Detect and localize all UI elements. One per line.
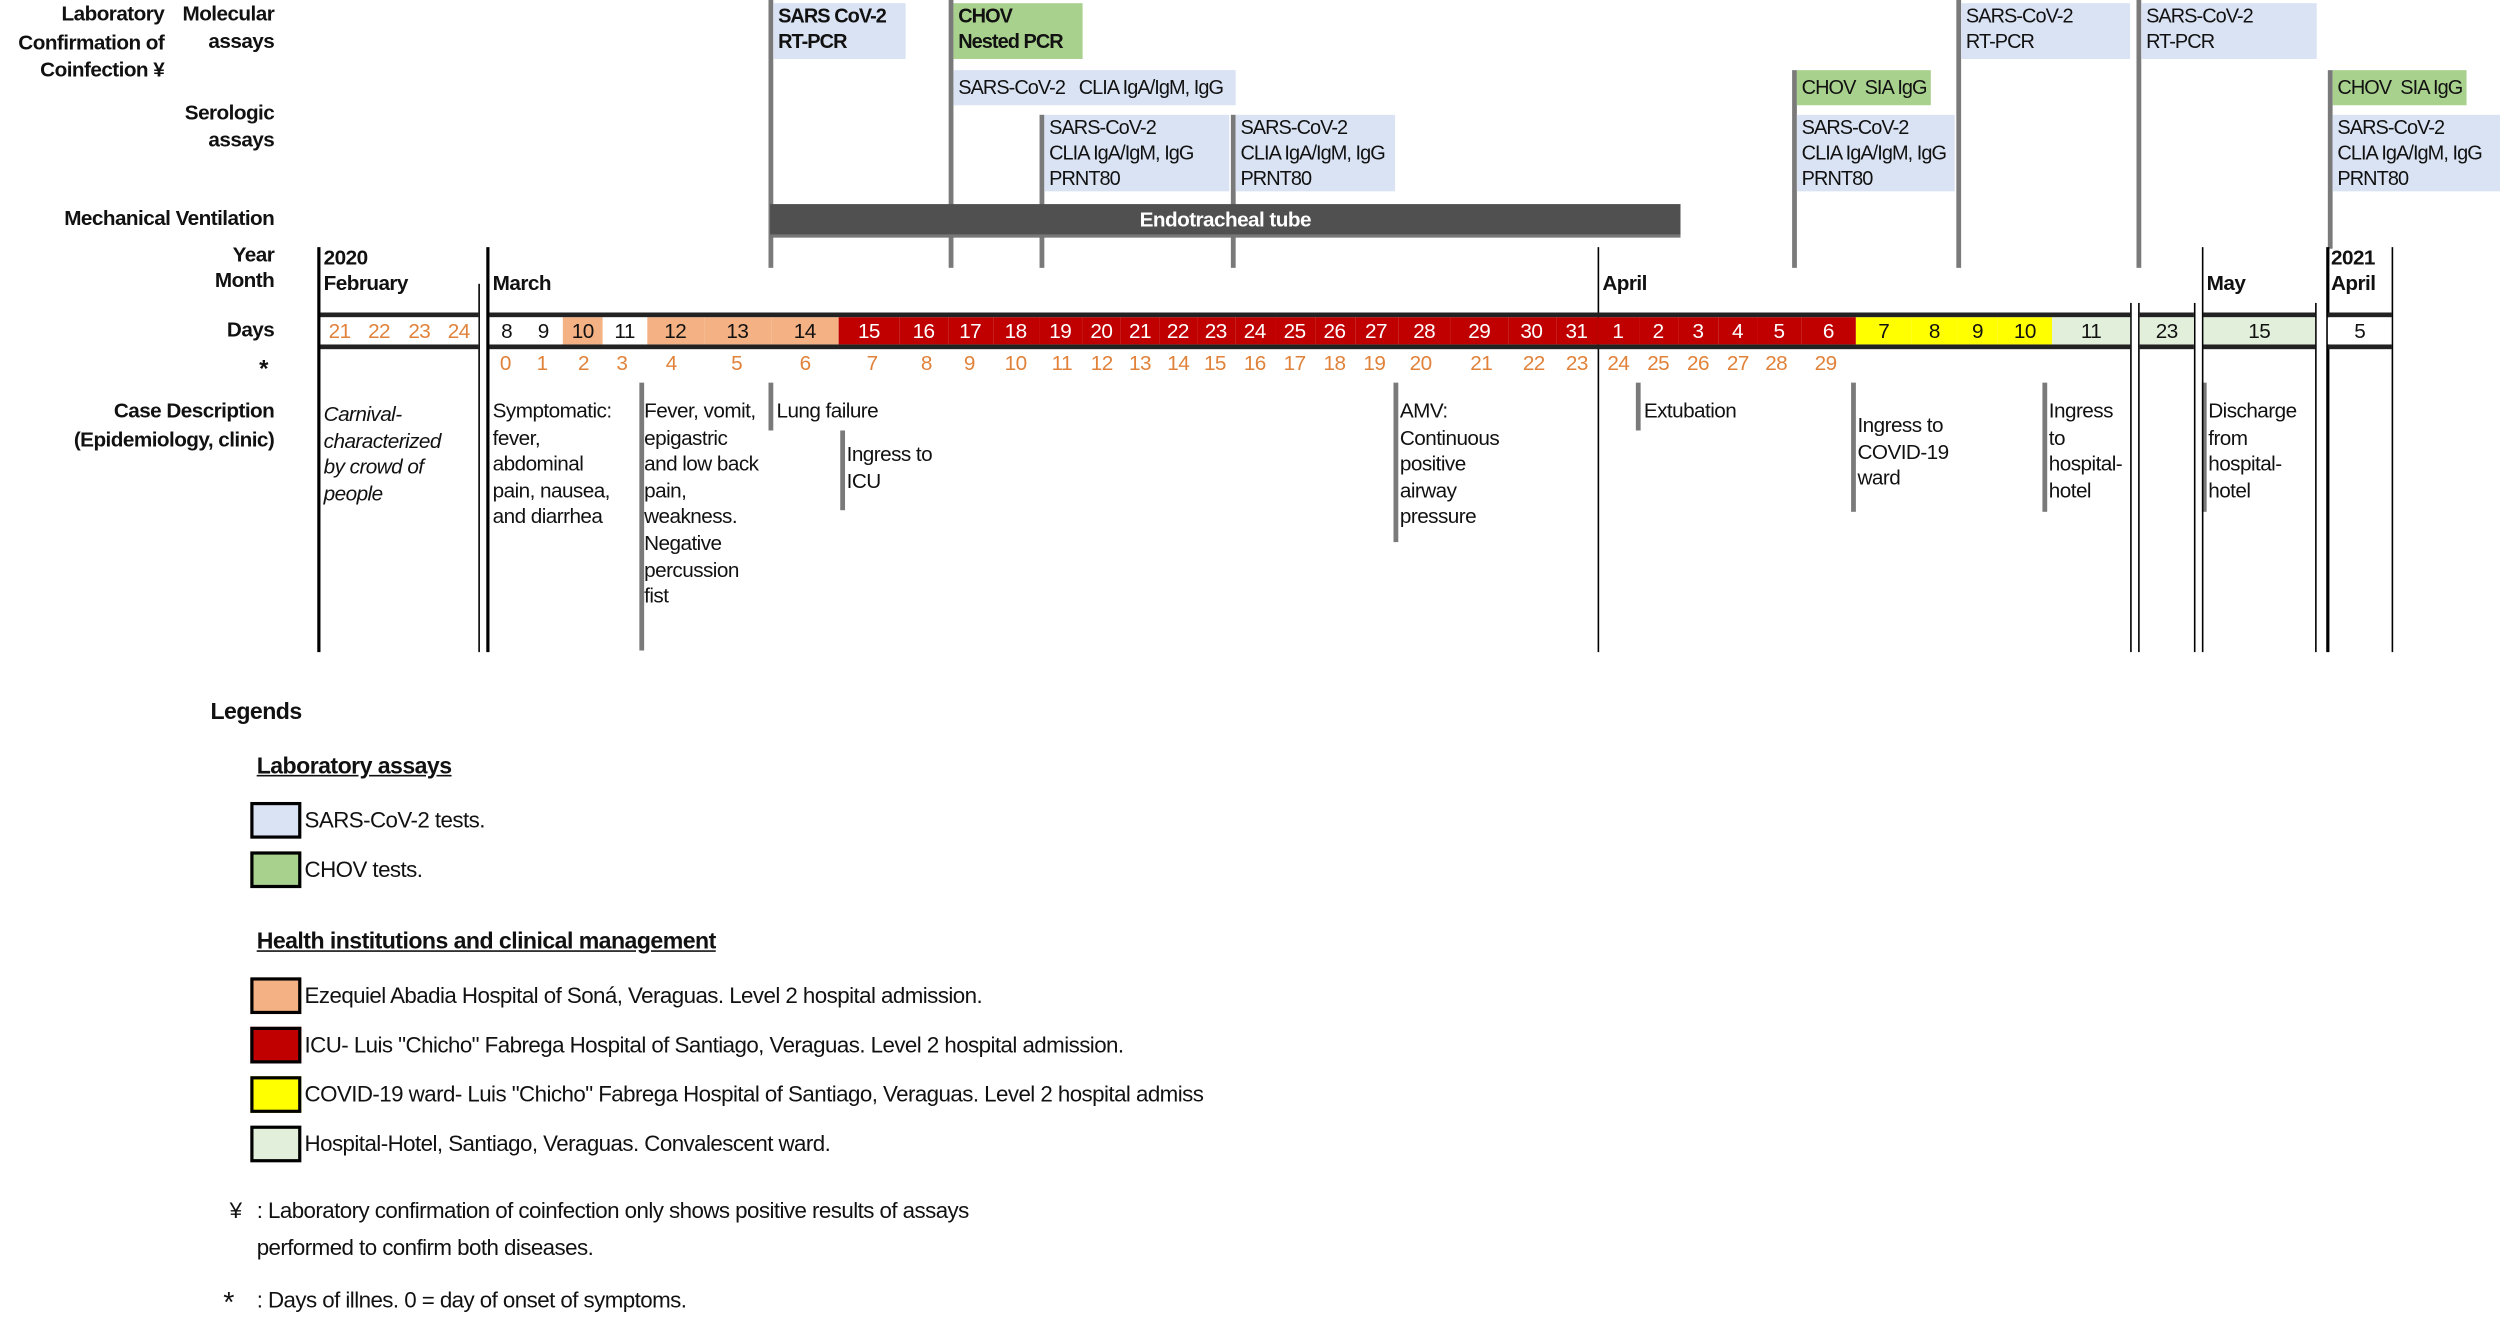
day-cell-none: 11 — [603, 317, 647, 344]
assay-box-sars-rt-pcr: SARS CoV-2 RT-PCR — [773, 3, 905, 59]
legend-label: COVID-19 ward- Luis "Chicho" Fabrega Hospital of Santiago, Veraguas. Level 2 hospital admiss — [304, 1081, 1204, 1107]
month-divider — [1598, 247, 1600, 652]
day-cell-none: 23 — [399, 317, 439, 344]
case-description: Ingress to hospital- hotel — [2048, 398, 2123, 502]
day-cell-icu: 28 — [1397, 317, 1450, 344]
case-description: Extubation — [1643, 398, 1737, 423]
legend-label: ICU- Luis "Chicho" Fabrega Hospital of Santiago, Veraguas. Level 2 hospital admission. — [304, 1031, 1124, 1058]
day-of-illness: 24 — [1607, 350, 1630, 375]
day-cell-icu: 6 — [1801, 317, 1856, 344]
day-of-illness: 8 — [920, 350, 932, 375]
label-mechanical-ventilation: Mechanical Ventilation — [64, 205, 275, 230]
day-segment — [2203, 313, 2315, 350]
legend-swatch-chov — [250, 851, 301, 888]
day-cell-sona: 13 — [704, 317, 771, 344]
day-cell-icu: 27 — [1354, 317, 1397, 344]
day-cell-icu: 23 — [1197, 317, 1235, 344]
day-cell-sona: 10 — [563, 317, 603, 344]
month-label: 2020 February — [323, 245, 408, 295]
month-label: 2021 April — [2331, 245, 2376, 295]
event-line — [1394, 383, 1399, 542]
day-of-illness: 0 — [499, 350, 511, 375]
day-of-illness: 7 — [866, 350, 878, 375]
day-of-illness: 3 — [616, 350, 628, 375]
day-of-illness: 15 — [1203, 350, 1226, 375]
event-line — [840, 430, 845, 510]
day-of-illness: 18 — [1323, 350, 1346, 375]
event-line — [2042, 383, 2047, 512]
day-cell-icu: 24 — [1235, 317, 1275, 344]
day-cell-icu: 3 — [1678, 317, 1718, 344]
assay-box-sars-rt-pcr: SARS-CoV-2 RT-PCR — [2141, 3, 2316, 59]
month-label: March — [492, 271, 551, 295]
month-divider — [486, 247, 489, 652]
endotracheal-tube-bar: Endotracheal tube — [770, 204, 1680, 237]
legend-swatch-sona — [250, 977, 301, 1014]
day-segment — [489, 313, 2130, 350]
day-cell-icu: 19 — [1039, 317, 1082, 344]
day-of-illness: 9 — [963, 350, 975, 375]
month-divider — [478, 284, 480, 652]
day-cell-icu: 22 — [1159, 317, 1196, 344]
day-cell-icu: 31 — [1555, 317, 1597, 344]
legend-label: Hospital-Hotel, Santiago, Veraguas. Convalescent ward. — [304, 1130, 831, 1156]
day-cell-icu: 20 — [1082, 317, 1121, 344]
day-cell-hotel: 15 — [2203, 317, 2315, 344]
assay-box-sars-serology: SARS-CoV-2 CLIA IgA/IgM, IgG PRNT80 — [1236, 115, 1395, 192]
month-label: May — [2206, 271, 2246, 295]
day-cell-hotel: 11 — [2052, 317, 2130, 344]
event-line — [1636, 383, 1641, 431]
day-cell-icu: 25 — [1275, 317, 1315, 344]
gap-divider — [2194, 303, 2196, 652]
legend-lab-title: Laboratory assays — [256, 754, 452, 780]
day-of-illness: 2 — [578, 350, 590, 375]
day-of-illness: 17 — [1283, 350, 1306, 375]
day-cell-none: 5 — [2328, 317, 2392, 344]
month-divider — [317, 247, 320, 652]
day-of-illness: 5 — [731, 350, 743, 375]
day-cell-none: 24 — [439, 317, 478, 344]
gap-divider — [2138, 303, 2140, 652]
assay-box-chov-sia: CHOV SIA IgG — [2333, 70, 2467, 105]
legend-label: Ezequiel Abadia Hospital of Soná, Veraguas. Level 2 hospital admission. — [304, 982, 983, 1008]
case-description: Ingress to COVID-19 ward — [1857, 412, 1949, 490]
legend-swatch-icu — [250, 1027, 301, 1064]
case-description: AMV: Continuous positive airway pressure — [1399, 398, 1500, 529]
day-of-illness: 4 — [665, 350, 677, 375]
day-cell-covid: 10 — [1998, 317, 2052, 344]
assay-box-sars-clia: SARS-CoV-2 CLIA IgA/IgM, IgG — [953, 70, 1235, 105]
day-cell-covid: 9 — [1957, 317, 1998, 344]
event-line — [1851, 383, 1856, 512]
footnote-yen-symbol: ¥ — [229, 1197, 242, 1223]
legend-swatch-covid-ward — [250, 1076, 301, 1113]
footnote-star-symbol: * — [223, 1286, 234, 1319]
day-of-illness: 28 — [1765, 350, 1788, 375]
assay-box-sars-rt-pcr: SARS-CoV-2 RT-PCR — [1961, 3, 2130, 59]
day-cell-none: 21 — [320, 317, 358, 344]
day-cell-icu: 17 — [948, 317, 993, 344]
legend-swatch-sars — [250, 802, 301, 839]
day-cell-covid: 7 — [1856, 317, 1912, 344]
day-of-illness: 29 — [1814, 350, 1837, 375]
day-cell-hotel: 23 — [2140, 317, 2194, 344]
day-cell-icu: 16 — [899, 317, 948, 344]
day-cell-icu: 30 — [1508, 317, 1556, 344]
day-of-illness: 22 — [1522, 350, 1545, 375]
day-segment — [2140, 313, 2194, 350]
day-of-illness: 13 — [1129, 350, 1151, 375]
case-description: Discharge from hospital- hotel — [2208, 398, 2297, 502]
gap-divider — [2130, 303, 2132, 652]
label-molecular-assays: Molecular assays — [182, 1, 275, 52]
event-line — [769, 383, 774, 431]
legend-health-title: Health institutions and clinical management — [256, 929, 716, 956]
label-days: Days — [226, 317, 275, 342]
day-cell-icu: 18 — [993, 317, 1039, 344]
day-of-illness: 26 — [1687, 350, 1710, 375]
case-description: Fever, vomit, epigastric and low back pain, weakness. Negative percussion fist — [644, 398, 759, 608]
legend-label: SARS-CoV-2 tests. — [304, 806, 485, 833]
footnote-star: : Days of illnes. 0 = day of onset of symptoms. — [256, 1286, 687, 1313]
day-cell-covid: 8 — [1912, 317, 1957, 344]
day-of-illness: 12 — [1090, 350, 1113, 375]
day-cell-icu: 29 — [1451, 317, 1508, 344]
day-of-illness: 16 — [1243, 350, 1266, 375]
day-of-illness: 10 — [1004, 350, 1027, 375]
assay-box-sars-serology: SARS-CoV-2 CLIA IgA/IgM, IgG PRNT80 — [1797, 115, 1955, 192]
case-description: Ingress to ICU — [846, 441, 933, 493]
month-label: April — [1602, 271, 1647, 295]
day-of-illness: 23 — [1565, 350, 1588, 375]
day-cell-icu: 2 — [1638, 317, 1678, 344]
day-cell-icu: 1 — [1598, 317, 1639, 344]
day-of-illness: 20 — [1409, 350, 1432, 375]
day-of-illness: 19 — [1363, 350, 1386, 375]
day-of-illness: 25 — [1647, 350, 1670, 375]
day-cell-icu: 21 — [1121, 317, 1159, 344]
case-description: Lung failure — [776, 398, 879, 423]
assay-box-sars-serology: SARS-CoV-2 CLIA IgA/IgM, IgG PRNT80 — [2333, 115, 2500, 192]
footnote-yen: : Laboratory confirmation of coinfection only shows positive results of assays performed to confirm both diseases. — [256, 1197, 969, 1260]
day-cell-icu: 4 — [1718, 317, 1757, 344]
legend-swatch-hospital-hotel — [250, 1126, 301, 1163]
day-of-illness: 6 — [799, 350, 811, 375]
day-cell-icu: 5 — [1757, 317, 1801, 344]
day-segment — [2328, 313, 2392, 350]
month-divider — [2202, 247, 2204, 652]
month-divider — [2392, 247, 2394, 652]
day-segment — [320, 313, 478, 350]
day-cell-sona: 12 — [647, 317, 704, 344]
case-description: Symptomatic: fever, abdominal pain, nausea, and diarrhea — [492, 398, 612, 529]
label-year-month: Year Month — [214, 242, 275, 292]
legend-title: Legends — [210, 699, 302, 726]
day-cell-icu: 26 — [1315, 317, 1355, 344]
day-cell-sona: 14 — [771, 317, 839, 344]
assay-box-sars-serology: SARS-CoV-2 CLIA IgA/IgM, IgG PRNT80 — [1044, 115, 1229, 192]
month-divider — [2326, 247, 2329, 652]
day-of-illness: 14 — [1167, 350, 1190, 375]
day-cell-none: 9 — [524, 317, 563, 344]
case-description: Carnival- characterized by crowd of people — [323, 401, 441, 506]
label-case-description: Case Description (Epidemiology, clinic) — [73, 398, 275, 451]
gap-divider — [2315, 303, 2317, 652]
legend-label: CHOV tests. — [304, 856, 423, 882]
day-of-illness: 27 — [1726, 350, 1749, 375]
label-days-of-illness: * — [259, 355, 268, 383]
day-cell-none: 22 — [359, 317, 400, 344]
day-of-illness: 11 — [1051, 350, 1073, 375]
day-cell-none: 8 — [489, 317, 523, 344]
label-serologic-assays: Serologic assays — [184, 100, 275, 151]
day-cell-icu: 15 — [839, 317, 900, 344]
day-of-illness: 1 — [536, 350, 548, 375]
label-lab-confirmation: Laboratory Confirmation of Coinfection ¥ — [18, 1, 165, 82]
assay-box-chov-sia: CHOV SIA IgG — [1797, 70, 1931, 105]
assay-box-chov-nested-pcr: CHOV Nested PCR — [953, 3, 1082, 59]
day-of-illness: 21 — [1470, 350, 1493, 375]
